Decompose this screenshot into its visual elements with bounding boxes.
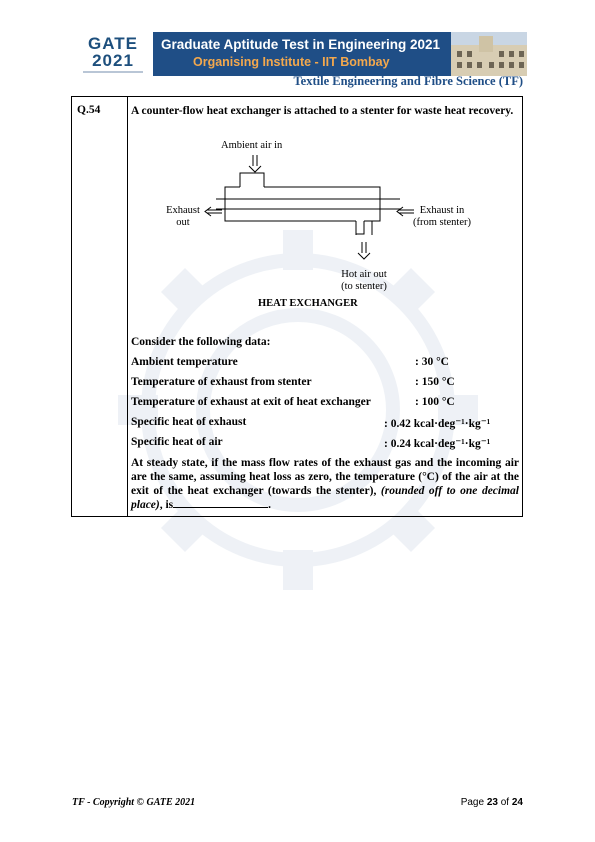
page-current: 23	[486, 797, 498, 808]
page-of: of	[500, 797, 510, 808]
answer-blank[interactable]	[173, 498, 268, 508]
label-exhaust-in	[408, 205, 476, 229]
stem-rounding-note: (rounded off to one decimal place)	[131, 485, 520, 511]
logo-line-2: 2021	[92, 51, 134, 70]
label-ambient-air-in: Ambient air in	[221, 140, 283, 151]
label-hot-air-line1: Hot air out	[341, 269, 387, 280]
consider-heading: Consider the following data:	[131, 336, 271, 348]
label-exhaust-out-line1: Exhaust	[166, 205, 200, 216]
data-label-exhaust-exit: Temperature of exhaust at exit of heat exchanger	[131, 396, 371, 408]
page-total: 24	[511, 797, 523, 808]
label-hot-air-out	[334, 269, 394, 293]
data-value-specific-heat-air: : 0.24 kcal·deg⁻¹·kg⁻¹	[384, 438, 491, 450]
diagram-caption: HEAT EXCHANGER	[258, 298, 358, 309]
stem-text: At steady state, if the mass flow rates of the exhaust gas and the incoming air are the same, assuming heat loss as zero, the temperature (°C) of the air at the exit of the heat exchanger (towards the stenter),	[131, 457, 519, 497]
data-label-specific-heat-air: Specific heat of air	[131, 436, 223, 448]
stem-tail: , is	[159, 499, 174, 511]
data-value-exhaust-from-stenter: : 150 °C	[415, 376, 455, 388]
logo-underline	[83, 71, 143, 73]
data-value-ambient: : 30 °C	[415, 356, 449, 368]
stem-end: .	[268, 499, 272, 511]
data-label-exhaust-from-stenter: Temperature of exhaust from stenter	[131, 376, 312, 388]
data-value-specific-heat-exhaust: : 0.42 kcal·deg⁻¹·kg⁻¹	[384, 418, 491, 430]
logo-line-1: GATE	[88, 34, 138, 53]
question-intro: A counter-flow heat exchanger is attached to a stenter for waste heat recovery.	[131, 105, 514, 117]
data-label-specific-heat-exhaust: Specific heat of exhaust	[131, 416, 247, 428]
footer-page-number	[461, 797, 523, 808]
building-image	[451, 32, 527, 76]
question-stem	[131, 456, 519, 512]
organiser-subtitle: Organising Institute - IIT Bombay	[193, 55, 390, 69]
footer-copyright: TF - Copyright © GATE 2021	[72, 797, 196, 808]
label-hot-air-line2: (to stenter)	[341, 281, 387, 292]
data-value-exhaust-exit: : 100 °C	[415, 396, 455, 408]
question-number: Q.54	[77, 104, 101, 116]
data-label-ambient: Ambient temperature	[131, 356, 238, 368]
label-exhaust-out	[160, 205, 206, 229]
subject-title: Textile Engineering and Fibre Science (TF)	[293, 74, 523, 88]
label-exhaust-out-line2: out	[176, 217, 190, 228]
header-banner	[153, 32, 527, 76]
exam-title: Graduate Aptitude Test in Engineering 2021	[161, 37, 441, 52]
frame-divider	[127, 97, 128, 516]
label-exhaust-in-line2: (from stenter)	[412, 217, 472, 228]
label-exhaust-in-line1: Exhaust in	[419, 205, 465, 216]
page-prefix: Page	[460, 797, 485, 808]
gate-logo	[77, 35, 149, 75]
